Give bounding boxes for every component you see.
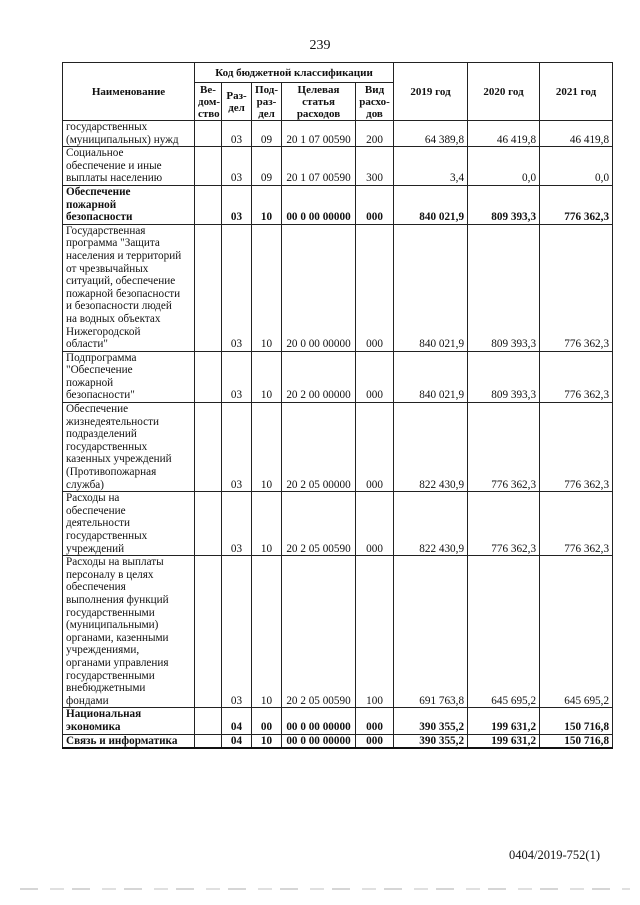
cell-vid: 200: [356, 121, 394, 147]
cell-podrazdel: 09: [252, 147, 282, 186]
cell-razdel: 03: [222, 556, 252, 708]
cell-y2021: 776 362,3: [540, 403, 613, 492]
cell-y2019: 840 021,9: [394, 224, 468, 351]
cell-vid: 000: [356, 734, 394, 748]
cell-y2021: 150 716,8: [540, 734, 613, 748]
table-row: [63, 121, 613, 147]
cell-y2020: 809 393,3: [468, 185, 540, 224]
cell-vid: 000: [356, 708, 394, 734]
header-vid: Вид расхо- дов: [356, 83, 394, 121]
cell-ved: [195, 185, 222, 224]
table-row: [63, 492, 613, 556]
cell-podrazdel: 10: [252, 185, 282, 224]
cell-ved: [195, 556, 222, 708]
cell-celevaya: 20 1 07 00590: [282, 121, 356, 147]
cell-ved: [195, 403, 222, 492]
cell-y2020: 645 695,2: [468, 556, 540, 708]
cell-razdel: 03: [222, 492, 252, 556]
cell-name: Связь и информатика: [63, 734, 195, 748]
cell-ved: [195, 708, 222, 734]
cell-y2019: 691 763,8: [394, 556, 468, 708]
table-row: [63, 734, 613, 748]
cell-y2021: 776 362,3: [540, 185, 613, 224]
document-code: 0404/2019-752(1): [509, 848, 600, 862]
table-row: [63, 351, 613, 402]
cell-vid: 000: [356, 403, 394, 492]
cell-ved: [195, 734, 222, 748]
cell-celevaya: 00 0 00 00000: [282, 734, 356, 748]
cell-razdel: 04: [222, 708, 252, 734]
page-number: 239: [309, 38, 331, 53]
table-body: [63, 121, 613, 749]
cell-celevaya: 20 2 05 00000: [282, 403, 356, 492]
cell-podrazdel: 10: [252, 403, 282, 492]
cell-y2020: 809 393,3: [468, 351, 540, 402]
cell-vid: 000: [356, 492, 394, 556]
table-row: [63, 147, 613, 186]
cell-celevaya: 00 0 00 00000: [282, 185, 356, 224]
cell-podrazdel: 10: [252, 556, 282, 708]
cell-y2021: 776 362,3: [540, 351, 613, 402]
cell-podrazdel: 00: [252, 708, 282, 734]
table-row: [63, 403, 613, 492]
cell-y2019: 390 355,2: [394, 734, 468, 748]
cell-podrazdel: 10: [252, 492, 282, 556]
cell-name: государственных (муниципальных) нужд: [63, 121, 195, 147]
cell-y2021: 46 419,8: [540, 121, 613, 147]
header-name: Наименование: [63, 63, 195, 121]
cell-y2019: 64 389,8: [394, 121, 468, 147]
header-ved: Ве- дом- ство: [195, 83, 222, 121]
cell-razdel: 03: [222, 224, 252, 351]
header-celevaya: Целевая статья расходов: [282, 83, 356, 121]
header-razdel: Раз- дел: [222, 83, 252, 121]
cell-y2020: 776 362,3: [468, 403, 540, 492]
cell-name: Обеспечение жизнедеятельности подразделений государственных казенных учреждений (Противопожарная служба): [63, 403, 195, 492]
cell-y2019: 840 021,9: [394, 351, 468, 402]
cell-name: Расходы на выплаты персоналу в целях обеспечения выполнения функций государственными (муниципальными) органами, казенными учреждениями, органами управления государственными внебюджетными фондами: [63, 556, 195, 708]
cell-vid: 100: [356, 556, 394, 708]
cell-vid: 000: [356, 185, 394, 224]
cell-ved: [195, 224, 222, 351]
cell-celevaya: 20 2 05 00590: [282, 492, 356, 556]
header-2021: 2021 год: [540, 63, 613, 121]
cell-celevaya: 20 2 00 00000: [282, 351, 356, 402]
cell-y2019: 3,4: [394, 147, 468, 186]
cell-razdel: 03: [222, 403, 252, 492]
cell-y2021: 0,0: [540, 147, 613, 186]
cell-razdel: 03: [222, 185, 252, 224]
cell-celevaya: 00 0 00 00000: [282, 708, 356, 734]
table-row: [63, 224, 613, 351]
cell-y2021: 150 716,8: [540, 708, 613, 734]
cell-y2021: 776 362,3: [540, 224, 613, 351]
table-row: [63, 708, 613, 734]
cell-y2019: 390 355,2: [394, 708, 468, 734]
cell-razdel: 03: [222, 121, 252, 147]
cell-y2020: 776 362,3: [468, 492, 540, 556]
header-2019: 2019 год: [394, 63, 468, 121]
cell-name: Подпрограмма "Обеспечение пожарной безопасности": [63, 351, 195, 402]
cell-y2021: 645 695,2: [540, 556, 613, 708]
cell-name: Национальная экономика: [63, 708, 195, 734]
cell-podrazdel: 10: [252, 224, 282, 351]
cell-y2020: 0,0: [468, 147, 540, 186]
cell-name: Государственная программа "Защита населения и территорий от чрезвычайных ситуаций, обеспечение пожарной безопасности и безопасности людей на водных объектах Нижегородской области": [63, 224, 195, 351]
cell-razdel: 04: [222, 734, 252, 748]
cell-y2019: 822 430,9: [394, 492, 468, 556]
header-2020: 2020 год: [468, 63, 540, 121]
cell-vid: 300: [356, 147, 394, 186]
cell-podrazdel: 10: [252, 734, 282, 748]
cell-ved: [195, 492, 222, 556]
cell-y2019: 840 021,9: [394, 185, 468, 224]
cell-y2020: 809 393,3: [468, 224, 540, 351]
cell-razdel: 03: [222, 147, 252, 186]
cell-podrazdel: 09: [252, 121, 282, 147]
cell-vid: 000: [356, 224, 394, 351]
cell-name: Обеспечение пожарной безопасности: [63, 185, 195, 224]
cell-podrazdel: 10: [252, 351, 282, 402]
cell-name: Социальное обеспечение и иные выплаты населению: [63, 147, 195, 186]
cell-name: Расходы на обеспечение деятельности государственных учреждений: [63, 492, 195, 556]
cell-y2021: 776 362,3: [540, 492, 613, 556]
table-row: [63, 556, 613, 708]
cell-vid: 000: [356, 351, 394, 402]
cell-ved: [195, 121, 222, 147]
cell-celevaya: 20 1 07 00590: [282, 147, 356, 186]
cell-ved: [195, 351, 222, 402]
cell-celevaya: 20 2 05 00590: [282, 556, 356, 708]
table-row: [63, 185, 613, 224]
cell-celevaya: 20 0 00 00000: [282, 224, 356, 351]
cell-ved: [195, 147, 222, 186]
cell-razdel: 03: [222, 351, 252, 402]
cell-y2020: 199 631,2: [468, 708, 540, 734]
header-code-group: Код бюджетной классификации: [195, 63, 394, 83]
cell-y2020: 46 419,8: [468, 121, 540, 147]
budget-table: [62, 62, 613, 749]
cell-y2020: 199 631,2: [468, 734, 540, 748]
cell-y2019: 822 430,9: [394, 403, 468, 492]
scan-artifact-line: [20, 888, 630, 890]
header-podrazdel: Под- раз- дел: [252, 83, 282, 121]
